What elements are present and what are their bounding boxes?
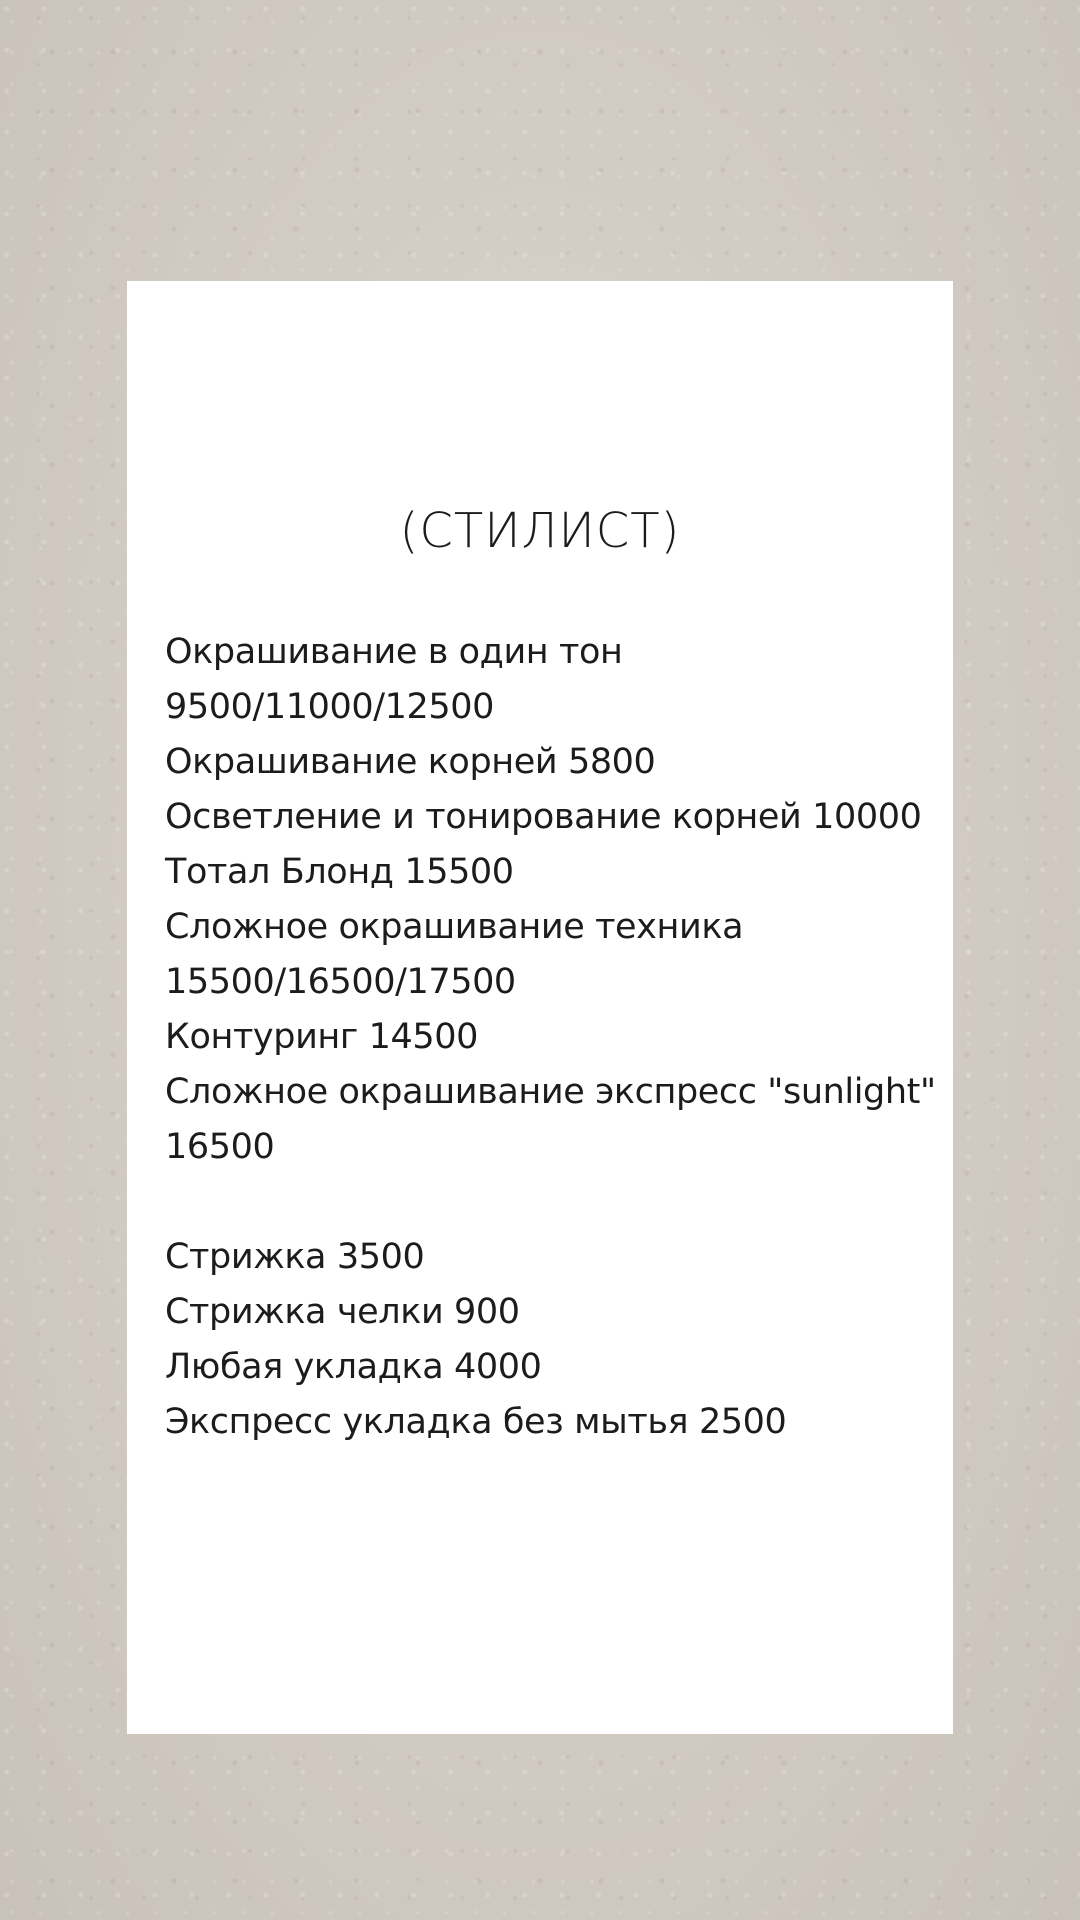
page-title: (СТИЛИСТ) [399, 503, 681, 559]
price-line-any-styling: Любая укладка 4000 [165, 1347, 542, 1387]
price-line-total-blond: Тотал Блонд 15500 [165, 852, 514, 892]
price-line-complex-coloring-technique: Сложное окрашивание техника [165, 907, 744, 947]
price-line-complex-coloring-express: Сложное окрашивание экспресс "sunlight" [165, 1072, 936, 1112]
price-line-coloring-one-tone: Окрашивание в один тон [165, 632, 623, 672]
price-line-root-coloring: Окрашивание корней 5800 [165, 742, 656, 782]
price-list [165, 625, 951, 1450]
price-line-bangs-cut: Стрижка челки 900 [165, 1292, 520, 1332]
section-divider [165, 1175, 951, 1230]
price-line-haircut: Стрижка 3500 [165, 1237, 425, 1277]
price-line-contouring: Контуринг 14500 [165, 1017, 478, 1057]
price-line-root-lightening-toning: Осветление и тонирование корней 10000 [165, 797, 922, 837]
price-line-complex-coloring-technique-prices: 15500/16500/17500 [165, 962, 516, 1002]
price-card [127, 281, 953, 1734]
price-line-complex-coloring-express-price: 16500 [165, 1127, 275, 1167]
price-line-express-styling: Экспресс укладка без мытья 2500 [165, 1402, 787, 1442]
price-line-coloring-one-tone-prices: 9500/11000/12500 [165, 687, 494, 727]
